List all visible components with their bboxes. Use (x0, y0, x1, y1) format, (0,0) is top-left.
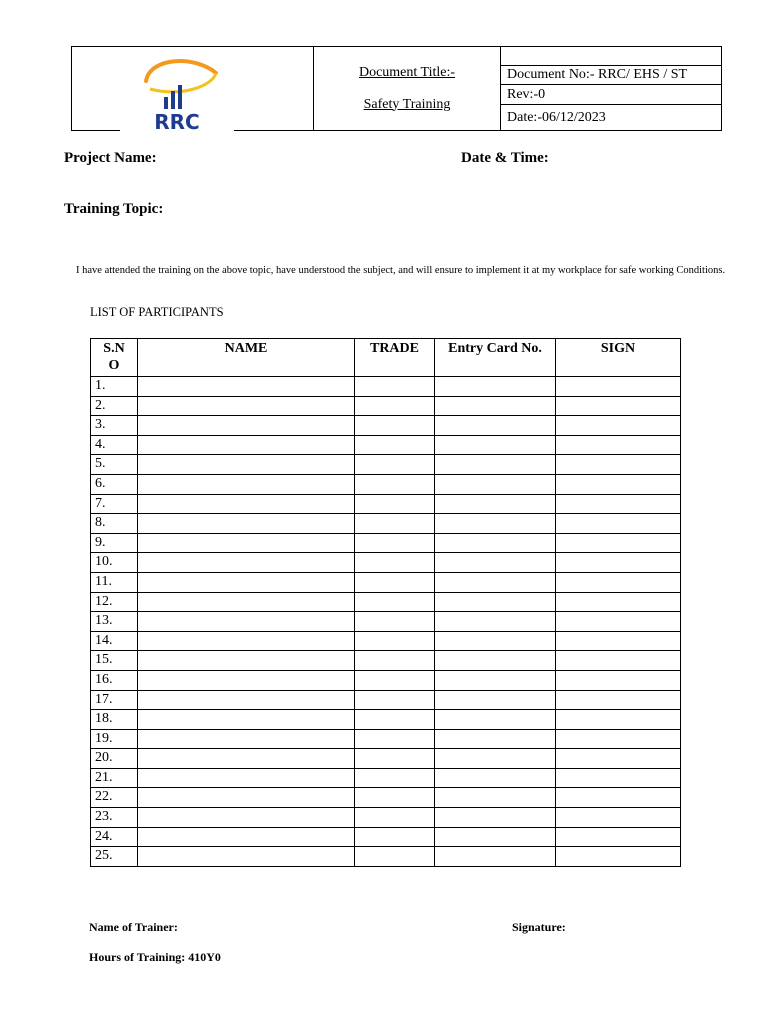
training-hours-label: Hours of Training: 410Y0 (89, 950, 221, 964)
name-cell[interactable] (138, 768, 355, 788)
sno-cell: 10. (91, 553, 138, 573)
trade-cell[interactable] (355, 631, 435, 651)
sno-cell: 24. (91, 827, 138, 847)
table-row (91, 396, 681, 416)
table-row (91, 494, 681, 514)
entry-card-cell[interactable] (435, 416, 556, 436)
trade-cell[interactable] (355, 533, 435, 553)
trade-cell[interactable] (355, 847, 435, 867)
sign-cell[interactable] (556, 455, 681, 475)
name-cell[interactable] (138, 514, 355, 534)
col-header-sign: SIGN (556, 339, 681, 377)
document-header (71, 46, 722, 131)
sign-cell[interactable] (556, 435, 681, 455)
sno-cell: 2. (91, 396, 138, 416)
sno-cell: 21. (91, 768, 138, 788)
sno-cell: 13. (91, 612, 138, 632)
trainer-name-label: Name of Trainer: (89, 920, 178, 934)
entry-card-cell[interactable] (435, 729, 556, 749)
document-title-value: Safety Training (363, 96, 451, 112)
name-cell[interactable] (138, 729, 355, 749)
table-row (91, 847, 681, 867)
col-header-entry-card: Entry Card No. (435, 339, 556, 377)
name-cell[interactable] (138, 808, 355, 828)
sno-cell: 19. (91, 729, 138, 749)
table-row (91, 651, 681, 671)
entry-card-cell[interactable] (435, 533, 556, 553)
sign-cell[interactable] (556, 651, 681, 671)
entry-card-cell[interactable] (435, 631, 556, 651)
table-row (91, 416, 681, 436)
entry-card-cell[interactable] (435, 749, 556, 769)
sno-cell: 22. (91, 788, 138, 808)
entry-card-cell[interactable] (435, 455, 556, 475)
table-row (91, 514, 681, 534)
table-row (91, 788, 681, 808)
sno-cell: 25. (91, 847, 138, 867)
name-cell[interactable] (138, 435, 355, 455)
sno-cell: 16. (91, 670, 138, 690)
table-row (91, 808, 681, 828)
participants-table (90, 338, 681, 867)
table-row (91, 768, 681, 788)
participants-list-title: LIST OF PARTICIPANTS (90, 305, 224, 319)
entry-card-cell[interactable] (435, 494, 556, 514)
name-cell[interactable] (138, 474, 355, 494)
entry-card-cell[interactable] (435, 651, 556, 671)
meta-blank-cell (501, 47, 722, 66)
signature-label: Signature: (512, 920, 566, 934)
table-row (91, 670, 681, 690)
table-row (91, 612, 681, 632)
name-cell[interactable] (138, 396, 355, 416)
name-cell[interactable] (138, 847, 355, 867)
trade-cell[interactable] (355, 455, 435, 475)
sign-cell[interactable] (556, 474, 681, 494)
logo-cell (72, 47, 314, 131)
entry-card-cell[interactable] (435, 710, 556, 730)
trade-cell[interactable] (355, 670, 435, 690)
sign-cell[interactable] (556, 670, 681, 690)
entry-card-cell[interactable] (435, 377, 556, 397)
name-cell[interactable] (138, 651, 355, 671)
document-number: Document No:- RRC/ EHS / ST (501, 65, 722, 85)
entry-card-cell[interactable] (435, 612, 556, 632)
table-row (91, 690, 681, 710)
sign-cell[interactable] (556, 788, 681, 808)
sign-cell[interactable] (556, 377, 681, 397)
trade-cell[interactable] (355, 553, 435, 573)
name-cell[interactable] (138, 592, 355, 612)
table-row (91, 435, 681, 455)
sign-cell[interactable] (556, 631, 681, 651)
sno-cell: 18. (91, 710, 138, 730)
sign-cell[interactable] (556, 592, 681, 612)
sign-cell[interactable] (556, 827, 681, 847)
logo-text: RRC (154, 110, 200, 131)
entry-card-cell[interactable] (435, 592, 556, 612)
entry-card-cell[interactable] (435, 474, 556, 494)
sign-cell[interactable] (556, 808, 681, 828)
col-header-trade: TRADE (355, 339, 435, 377)
entry-card-cell[interactable] (435, 670, 556, 690)
sno-cell: 1. (91, 377, 138, 397)
document-title-label: Document Title:- (358, 64, 456, 80)
sign-cell[interactable] (556, 690, 681, 710)
project-name-label: Project Name: (64, 150, 157, 166)
trade-cell[interactable] (355, 474, 435, 494)
table-row (91, 827, 681, 847)
sign-cell[interactable] (556, 612, 681, 632)
sign-cell[interactable] (556, 768, 681, 788)
entry-card-cell[interactable] (435, 847, 556, 867)
table-row (91, 474, 681, 494)
entry-card-cell[interactable] (435, 827, 556, 847)
name-cell[interactable] (138, 494, 355, 514)
name-cell[interactable] (138, 553, 355, 573)
trade-cell[interactable] (355, 396, 435, 416)
table-row (91, 729, 681, 749)
table-row (91, 455, 681, 475)
trade-cell[interactable] (355, 768, 435, 788)
training-topic-label: Training Topic: (64, 201, 164, 217)
name-cell[interactable] (138, 631, 355, 651)
name-cell[interactable] (138, 533, 355, 553)
sign-cell[interactable] (556, 847, 681, 867)
sign-cell[interactable] (556, 533, 681, 553)
sno-cell: 12. (91, 592, 138, 612)
trade-cell[interactable] (355, 749, 435, 769)
sign-cell[interactable] (556, 710, 681, 730)
col-header-name: NAME (138, 339, 355, 377)
trade-cell[interactable] (355, 651, 435, 671)
name-cell[interactable] (138, 788, 355, 808)
trade-cell[interactable] (355, 435, 435, 455)
table-row (91, 592, 681, 612)
name-cell[interactable] (138, 710, 355, 730)
sno-cell: 4. (91, 435, 138, 455)
entry-card-cell[interactable] (435, 553, 556, 573)
table-row (91, 749, 681, 769)
sno-cell: 20. (91, 749, 138, 769)
sno-cell: 14. (91, 631, 138, 651)
sign-cell[interactable] (556, 553, 681, 573)
table-row (91, 572, 681, 592)
sign-cell[interactable] (556, 729, 681, 749)
table-row (91, 553, 681, 573)
attendance-statement: I have attended the training on the above topic, have understood the subject, and will ensure to implement it at my workplace for safe working Conditions. (76, 265, 726, 276)
trade-cell[interactable] (355, 494, 435, 514)
entry-card-cell[interactable] (435, 572, 556, 592)
sno-cell: 6. (91, 474, 138, 494)
document-title-cell (314, 47, 501, 131)
col-header-sno: S.N O (91, 339, 138, 377)
trade-cell[interactable] (355, 377, 435, 397)
sno-cell: 11. (91, 572, 138, 592)
table-row (91, 533, 681, 553)
trade-cell[interactable] (355, 788, 435, 808)
name-cell[interactable] (138, 690, 355, 710)
sno-cell: 9. (91, 533, 138, 553)
name-cell[interactable] (138, 827, 355, 847)
sno-cell: 23. (91, 808, 138, 828)
table-row (91, 377, 681, 397)
sign-cell[interactable] (556, 396, 681, 416)
table-row (91, 631, 681, 651)
trade-cell[interactable] (355, 827, 435, 847)
sno-cell: 5. (91, 455, 138, 475)
sign-cell[interactable] (556, 494, 681, 514)
trade-cell[interactable] (355, 808, 435, 828)
name-cell[interactable] (138, 377, 355, 397)
document-date: Date:-06/12/2023 (501, 105, 722, 131)
sign-cell[interactable] (556, 514, 681, 534)
sign-cell[interactable] (556, 572, 681, 592)
entry-card-cell[interactable] (435, 768, 556, 788)
sno-cell: 7. (91, 494, 138, 514)
trade-cell[interactable] (355, 710, 435, 730)
trade-cell[interactable] (355, 690, 435, 710)
name-cell[interactable] (138, 670, 355, 690)
trade-cell[interactable] (355, 592, 435, 612)
name-cell[interactable] (138, 749, 355, 769)
sno-cell: 8. (91, 514, 138, 534)
entry-card-cell[interactable] (435, 808, 556, 828)
name-cell[interactable] (138, 416, 355, 436)
trade-cell[interactable] (355, 572, 435, 592)
sign-cell[interactable] (556, 749, 681, 769)
sign-cell[interactable] (556, 416, 681, 436)
entry-card-cell[interactable] (435, 435, 556, 455)
date-time-label: Date & Time: (461, 150, 549, 166)
sno-cell: 17. (91, 690, 138, 710)
name-cell[interactable] (138, 455, 355, 475)
entry-card-cell[interactable] (435, 788, 556, 808)
trade-cell[interactable] (355, 514, 435, 534)
sno-cell: 15. (91, 651, 138, 671)
entry-card-cell[interactable] (435, 396, 556, 416)
name-cell[interactable] (138, 612, 355, 632)
trade-cell[interactable] (355, 729, 435, 749)
entry-card-cell[interactable] (435, 690, 556, 710)
company-logo (120, 51, 234, 131)
revision: Rev:-0 (501, 85, 722, 105)
sno-cell: 3. (91, 416, 138, 436)
name-cell[interactable] (138, 572, 355, 592)
table-row (91, 710, 681, 730)
entry-card-cell[interactable] (435, 514, 556, 534)
trade-cell[interactable] (355, 416, 435, 436)
trade-cell[interactable] (355, 612, 435, 632)
